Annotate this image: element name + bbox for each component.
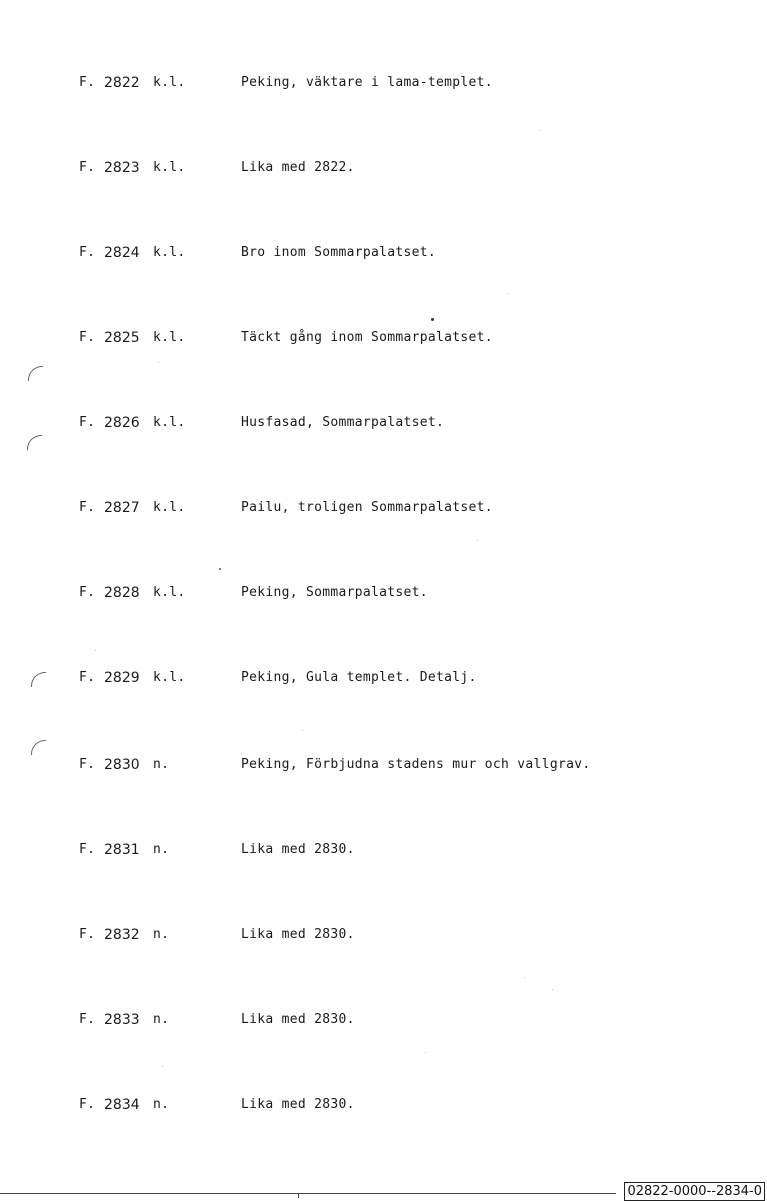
entry-kind: k.l. — [153, 75, 186, 90]
footer-rule-tick — [298, 1193, 299, 1198]
scan-speck — [477, 540, 478, 541]
entry-number: 2829 — [104, 670, 140, 686]
entry-description: Pailu, troligen Sommarpalatset. — [241, 500, 493, 515]
entry-number: 2827 — [104, 500, 140, 516]
entry-number: 2823 — [104, 160, 140, 176]
entry-prefix: F. — [79, 415, 96, 430]
entry-kind: k.l. — [153, 670, 186, 685]
punch-hole-mark — [28, 366, 43, 381]
entry-prefix: F. — [79, 500, 96, 515]
entry-number: 2833 — [104, 1012, 140, 1028]
scan-speck — [302, 730, 303, 731]
entry-kind: n. — [153, 757, 170, 772]
entry-kind: k.l. — [153, 585, 186, 600]
entry-row-2824 — [0, 243, 767, 263]
entry-description: Lika med 2830. — [241, 1012, 355, 1027]
entry-prefix: F. — [79, 245, 96, 260]
entry-number: 2825 — [104, 330, 140, 346]
entry-row-2832 — [0, 925, 767, 945]
entry-number: 2822 — [104, 75, 140, 91]
entry-number: 2830 — [104, 757, 140, 773]
entry-number: 2832 — [104, 927, 140, 943]
entry-row-2833 — [0, 1010, 767, 1030]
reference-code-label: 02822-0000--2834-0 — [624, 1182, 765, 1201]
entry-number: 2826 — [104, 415, 140, 431]
entry-number: 2828 — [104, 585, 140, 601]
entry-kind: n. — [153, 842, 170, 857]
entry-prefix: F. — [79, 1097, 96, 1112]
entry-row-2826 — [0, 413, 767, 433]
entry-prefix: F. — [79, 330, 96, 345]
entry-prefix: F. — [79, 927, 96, 942]
entry-description: Täckt gång inom Sommarpalatset. — [241, 330, 493, 345]
entry-prefix: F. — [79, 1012, 96, 1027]
entry-row-2828 — [0, 583, 767, 603]
entry-description: Peking, Förbjudna stadens mur och vallgrav. — [241, 757, 591, 772]
entry-kind: k.l. — [153, 245, 186, 260]
entry-row-2829 — [0, 668, 767, 688]
entry-kind: k.l. — [153, 330, 186, 345]
entry-row-2830 — [0, 755, 767, 775]
scan-speck — [552, 989, 553, 990]
entry-description: Lika med 2830. — [241, 842, 355, 857]
entry-row-2831 — [0, 840, 767, 860]
entry-row-2827 — [0, 498, 767, 518]
scan-speck — [425, 1052, 426, 1053]
entry-kind: k.l. — [153, 415, 186, 430]
scan-speck — [158, 362, 159, 363]
entry-prefix: F. — [79, 842, 96, 857]
scan-speck — [524, 977, 525, 978]
entry-row-2825 — [0, 328, 767, 348]
scan-speck — [540, 130, 541, 131]
scan-speck — [219, 568, 221, 570]
entry-prefix: F. — [79, 160, 96, 175]
entry-description: Bro inom Sommarpalatset. — [241, 245, 437, 260]
entry-number: 2834 — [104, 1097, 140, 1113]
entry-description: Lika med 2830. — [241, 927, 355, 942]
entry-kind: n. — [153, 927, 170, 942]
entry-description: Lika med 2822. — [241, 160, 355, 175]
entry-kind: n. — [153, 1012, 170, 1027]
entry-row-2834 — [0, 1095, 767, 1115]
entry-kind: n. — [153, 1097, 170, 1112]
scan-speck — [95, 650, 96, 651]
scan-speck — [162, 1066, 163, 1067]
entry-prefix: F. — [79, 670, 96, 685]
entry-row-2823 — [0, 158, 767, 178]
entry-prefix: F. — [79, 585, 96, 600]
entry-row-2822 — [0, 73, 767, 93]
entry-number: 2831 — [104, 842, 140, 858]
punch-hole-mark — [27, 435, 42, 450]
entry-prefix: F. — [79, 757, 96, 772]
entry-description: Peking, väktare i lama-templet. — [241, 75, 493, 90]
entry-kind: k.l. — [153, 500, 186, 515]
entry-description: Peking, Sommarpalatset. — [241, 585, 428, 600]
footer-rule — [0, 1193, 616, 1194]
entry-kind: k.l. — [153, 160, 186, 175]
entry-description: Peking, Gula templet. Detalj. — [241, 670, 477, 685]
scan-speck — [431, 318, 434, 321]
entry-number: 2824 — [104, 245, 140, 261]
entry-description: Lika med 2830. — [241, 1097, 355, 1112]
entry-description: Husfasad, Sommarpalatset. — [241, 415, 445, 430]
scan-speck — [507, 293, 508, 294]
entry-prefix: F. — [79, 75, 96, 90]
punch-hole-mark — [31, 740, 46, 755]
